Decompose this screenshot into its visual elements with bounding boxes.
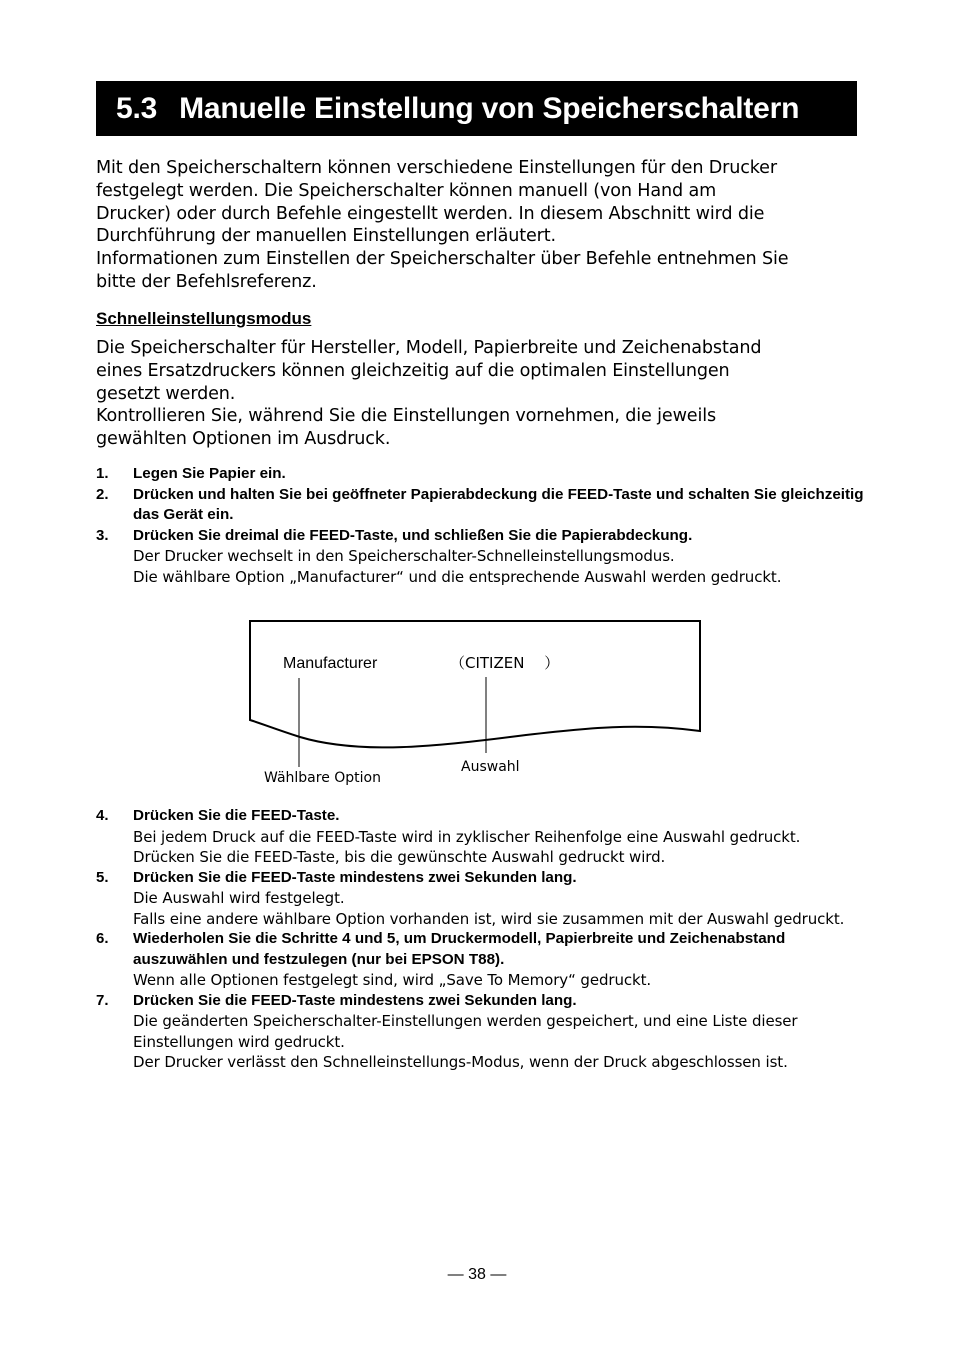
step-title: Legen Sie Papier ein. (133, 465, 286, 482)
label-selection: Auswahl (461, 759, 520, 775)
quick-mode-heading: Schnelleinstellungsmodus (96, 309, 312, 328)
step-item (96, 526, 866, 588)
quick-mode-line: Kontrollieren Sie, während Sie die Einstellungen vornehmen, die jeweils (96, 406, 716, 427)
step-number: 4. (96, 807, 109, 824)
step-body (133, 1011, 866, 1073)
step-body-line: Der Drucker wechselt in den Speicherschalter-Schnelleinstellungsmodus. (133, 547, 675, 565)
quick-mode-line: gewählten Optionen im Ausdruck. (96, 429, 391, 450)
quick-mode-line: gesetzt werden. (96, 383, 236, 404)
step-body-line: Drücken Sie die FEED-Taste, bis die gewünschte Auswahl gedruckt wird. (133, 848, 666, 866)
intro-line: Drucker) oder durch Befehle eingestellt werden. In diesem Abschnitt wird die (96, 203, 765, 224)
step-title: Wiederholen Sie die Schritte 4 und 5, um Druckermodell, Papierbreite und Zeichenabstand auszuwählen und festzulegen (nur bei EPSON T88). (133, 930, 786, 968)
intro-line: Informationen zum Einstellen der Speicherschalter über Befehle entnehmen Sie (96, 249, 789, 270)
paper-outline (250, 621, 700, 747)
step-body-line: Die Auswahl wird festgelegt. (133, 889, 345, 907)
step-body-line: Bei jedem Druck auf die FEED-Taste wird in zyklischer Reihenfolge eine Auswahl gedruckt. (133, 827, 801, 846)
step-body (133, 827, 866, 868)
step-item (96, 929, 866, 991)
step-number: 6. (96, 930, 109, 947)
step-body-line: Die geänderten Speicherschalter-Einstellungen werden gespeichert, und eine Liste dieser Einstellungen wird gedruckt. (133, 1012, 798, 1051)
step-body (133, 888, 866, 929)
label-selectable-option: Wählbare Option (264, 770, 381, 786)
step-body (133, 970, 866, 991)
section-number: 5.3 (116, 91, 158, 125)
printout-diagram (240, 615, 720, 795)
step-title: Drücken Sie die FEED-Taste mindestens zwei Sekunden lang. (133, 991, 577, 1009)
step-number: 7. (96, 991, 109, 1009)
intro-line: Mit den Speicherschaltern können verschiedene Einstellungen für den Drucker (96, 158, 777, 178)
step-body-line: Falls eine andere wählbare Option vorhanden ist, wird sie zusammen mit der Auswahl gedruckt. (133, 909, 845, 928)
steps-list-4-7 (96, 806, 866, 1073)
step-title: Drücken Sie die FEED-Taste. (133, 807, 340, 824)
step-item (96, 991, 866, 1073)
step-body-line: Der Drucker verlässt den Schnelleinstellungs-Modus, wenn der Druck abgeschlossen ist. (133, 1053, 788, 1071)
step-item (96, 485, 866, 526)
quick-mode-line: Die Speicherschalter für Hersteller, Modell, Papierbreite und Zeichenabstand (96, 338, 762, 358)
step-item (96, 806, 866, 868)
intro-line: festgelegt werden. Die Speicherschalter können manuell (von Hand am (96, 180, 717, 201)
intro-line: bitte der Befehlsreferenz. (96, 271, 317, 292)
step-item (96, 464, 866, 485)
page-number: — 38 — (447, 1266, 507, 1283)
intro-line: Durchführung der manuellen Einstellungen erläutert. (96, 226, 556, 247)
step-title: Drücken und halten Sie bei geöffneter Papierabdeckung die FEED-Taste und schalten Sie gleichzeitig das Gerät ein. (133, 485, 864, 523)
step-number: 1. (96, 465, 109, 482)
intro-paragraph (96, 157, 876, 294)
printout-illustration (240, 615, 720, 795)
step-number: 5. (96, 868, 109, 886)
step-number: 2. (96, 485, 109, 503)
step-title: Drücken Sie die FEED-Taste mindestens zwei Sekunden lang. (133, 868, 577, 886)
printout-option-text: Manufacturer (283, 655, 378, 672)
step-body-line: Wenn alle Optionen festgelegt sind, wird „Save To Memory“ gedruckt. (133, 971, 652, 989)
printout-value-text: （CITIZEN ） (450, 654, 560, 672)
section-title: Manuelle Einstellung von Speicherschaltern (179, 91, 800, 125)
step-title: Drücken Sie dreimal die FEED-Taste, und schließen Sie die Papierabdeckung. (133, 526, 693, 544)
step-item (96, 868, 866, 930)
section-heading (96, 81, 857, 136)
quick-mode-paragraph (96, 337, 876, 451)
step-body-line: Die wählbare Option „Manufacturer“ und die entsprechende Auswahl werden gedruckt. (133, 567, 782, 586)
steps-list-1-3 (96, 464, 866, 587)
step-number: 3. (96, 526, 109, 544)
quick-mode-line: eines Ersatzdruckers können gleichzeitig auf die optimalen Einstellungen (96, 360, 730, 381)
step-body (133, 546, 866, 587)
